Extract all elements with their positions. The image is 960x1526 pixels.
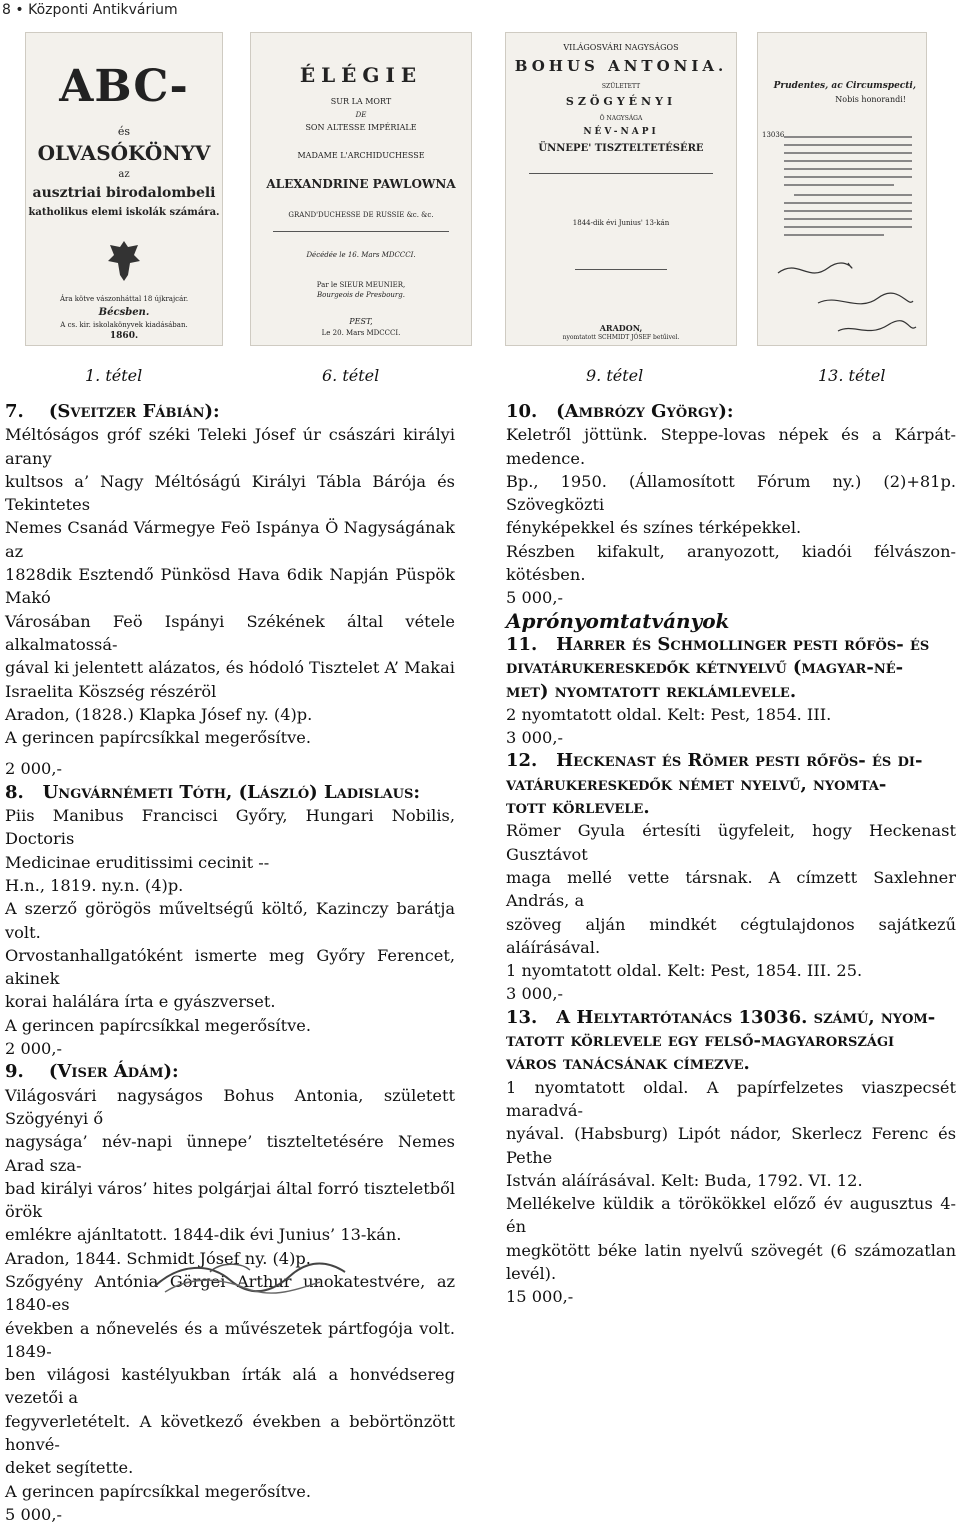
item-author: (Sveitzer Fábián): (48, 401, 220, 422)
item-title: Harrer és Schmollinger pesti rőfös- és (556, 633, 930, 655)
bohus-line1: VILÁGOSVÁRI NAGYSÁGOS (563, 43, 679, 52)
bohus-line8: 1844-dik évi Junius' 13-kán (572, 219, 670, 227)
caption-6: 6. tétel (322, 366, 380, 385)
elegie-line4: SON ALTESSE IMPÉRIALE (305, 123, 417, 132)
item-text: Részben kifakult, aranyozott, kiadói félvászon-kötésben. (506, 541, 956, 585)
item-text: H.n., 1819. ny.n. (4)p. (5, 875, 184, 895)
abc-title: ABC- (59, 61, 189, 112)
item-text: fényképekkel és színes térképekkel. (506, 518, 802, 538)
item-title: divatárukereskedők kétnyelvű (magyar-né- (506, 657, 904, 679)
elegie-line10: Bourgeois de Presbourg. (316, 291, 405, 299)
left-column (5, 400, 455, 1526)
item-text: Römer Gyula értesíti ügyfeleit, hogy Heckenast Gusztávot (506, 821, 956, 864)
item-text: Világosvári nagyságos Bohus Antonia, született Szögyényi ő (5, 1085, 455, 1128)
item-text: A gerincen papírcsíkkal megerősítve. (5, 1481, 311, 1501)
item-number: 7. (5, 401, 24, 422)
bohus-line4: SZÖGYÉNYI (565, 95, 677, 108)
bohus-line6: NÉV-NAPI (583, 127, 659, 137)
elegie-line9: Par le SIEUR MEUNIER, (316, 281, 406, 289)
item-number: 11. (506, 633, 538, 655)
item-text: szöveg alján mindkét cégtulajdonos sajátkezű aláírásával. (506, 914, 956, 957)
facsimile-bohus-antonia (505, 32, 737, 346)
item-price: 3 000,- (506, 728, 563, 748)
item-title: met) nyomtatott reklámlevele. (506, 680, 797, 702)
page-header (2, 2, 178, 18)
abc-line5: ausztriai birodalombeli (32, 185, 216, 201)
item-text: bad királyi város’ hites polgárjai által forró tiszteletből örök (5, 1178, 455, 1222)
item-author: (Ambrózy György): (556, 401, 734, 422)
section-title: Aprónyomtatványok (506, 608, 730, 633)
item-text: ben világosi kastélyukban írták alá a honvédsereg vezetői a (5, 1365, 455, 1408)
item-title: Heckenast és Römer pesti rőfös- és di- (556, 750, 923, 772)
item-title: város tanácsának címezve. (506, 1053, 750, 1075)
elegie-line12: Le 20. Mars MDCCCI. (321, 329, 401, 337)
abc-year: 1860. (109, 331, 139, 341)
item-10 (506, 400, 956, 610)
elegie-line6: ALEXANDRINE PAWLOWNA (266, 177, 456, 191)
elegie-rule (273, 231, 449, 232)
item-text: Aradon, 1844. Schmidt Jósef ny. (4)p. (5, 1248, 311, 1268)
circular-salutation: Prudentes, ac Circumspecti, (773, 81, 916, 91)
item-text: korai halálára írta e gyászverset. (5, 992, 276, 1012)
right-column (506, 400, 956, 1309)
item-price: 2 000,- (5, 1039, 62, 1059)
item-author: Ungvárnémeti Tóth, (László) Ladislaus: (42, 781, 421, 803)
item-price: 2 000,- (5, 759, 62, 779)
caption-9: 9. tétel (586, 366, 644, 385)
catalog-name: Központi Antikvárium (28, 2, 178, 18)
circular-salutation-2: Nobis honorandi! (835, 95, 906, 104)
item-text: István aláírásával. Kelt: Buda, 1792. VI. 12. (506, 1170, 863, 1190)
item-number: 13. (506, 1006, 538, 1028)
item-text: Orvostanhallgatóként ismerte meg Győry Ferencet, akinek (5, 945, 455, 989)
abc-publisher: A cs. kir. iskolakönyvek kiadásában. (60, 321, 188, 329)
item-12 (506, 749, 956, 1005)
item-text: Mellékelve küldik a törökökkel előző év augusztus 4-én (506, 1194, 956, 1237)
ornament-flourish (150, 1258, 350, 1298)
item-text: nyával. (Habsburg) Lipót nádor, Skerlecz Ferenc és Pethe (506, 1124, 956, 1167)
caption-13: 13. tétel (818, 366, 886, 385)
signatures (768, 253, 918, 343)
elegie-line2: SUR LA MORT (330, 97, 392, 106)
item-8 (5, 781, 455, 1061)
abc-olvasokonyv: OLVASÓKÖNYV (37, 141, 211, 165)
item-text: Méltóságos gróf széki Teleki Jósef úr császári királyi arany (5, 425, 455, 468)
elegie-line5: MADAME L'ARCHIDUCHESSE (297, 151, 425, 160)
item-7 (5, 400, 455, 781)
bohus-rule-1 (529, 173, 713, 174)
item-text: Aradon, (1828.) Klapka Jósef ny. (4)p. (5, 704, 313, 724)
item-text: Israelita Köszség részéröl (5, 681, 217, 701)
elegie-line3: DE (355, 111, 367, 119)
item-text: 1 nyomtatott oldal. A papírfelzetes viaszpecsét maradvá- (506, 1077, 956, 1120)
elegie-title: ÉLÉGIE (299, 63, 423, 87)
item-text: Városában Feö Ispányi Székének által vétele alkalmatossá- (5, 611, 455, 654)
item-number: 9. (5, 1061, 24, 1083)
facsimile-elegie (250, 32, 472, 346)
item-text: Szőgyény Antónia Görgei Arthur unokatestvére, az 1840-es (5, 1271, 455, 1315)
circular-text-block (784, 133, 912, 253)
item-title: tatott körlevele egy felső-magyarországi (506, 1030, 895, 1052)
elegie-line11: PEST, (349, 317, 373, 326)
item-title: A Helytartótanács 13036. számú, nyom- (556, 1006, 936, 1028)
item-text: deket segítette. (5, 1458, 134, 1478)
item-text: gával ki jelentett alázatos, és hódoló Tisztelet A’ Makai (5, 658, 455, 678)
item-text: kultsos a’ Nagy Méltóságú Királyi Tábla Bárója és Tekintetes (5, 471, 455, 515)
item-number: 12. (506, 750, 538, 772)
item-text: maga mellé vette társnak. A címzett Saxlehner András, a (506, 867, 956, 911)
bohus-line9: ARADON, (599, 323, 643, 333)
item-text: A szerző görögös műveltségű költő, Kazinczy barátja volt. (5, 899, 455, 942)
item-price: 3 000,- (506, 984, 563, 1004)
circular-number: 13036 (762, 131, 785, 139)
item-title: tott körlevele. (506, 797, 650, 819)
abc-and: és (117, 125, 131, 138)
item-text: nagysága’ név-napi ünnepe’ tiszteltetésére Nemes Arad sza- (5, 1132, 455, 1175)
item-13 (506, 1006, 956, 1309)
item-text: fegyverletételt. A következő években a bebörtönzött honvé- (5, 1411, 455, 1455)
item-text: 1828dik Esztendő Pünkösd Hava 6dik Napján Püspök Makó (5, 565, 455, 608)
item-text: Nemes Csanád Vármegye Feö Ispánya Ö Nagyságának az (5, 518, 455, 561)
bohus-line10: nyomtatott SCHMIDT JÓSEF betűivel. (562, 334, 680, 341)
caption-1: 1. tétel (85, 366, 143, 385)
facsimile-abc-olvasokonyv (25, 32, 223, 346)
double-eagle-crest (104, 237, 144, 283)
item-text: A gerincen papírcsíkkal megerősítve. (5, 728, 311, 748)
item-number: 10. (506, 401, 538, 422)
item-author: (Viser Ádám): (48, 1061, 179, 1083)
item-text: Medicinae eruditissimi cecinit -- (5, 852, 270, 872)
item-price: 15 000,- (506, 1287, 574, 1307)
bohus-line2: BOHUS ANTONIA. (514, 57, 728, 75)
bohus-line7: ÜNNEPE' TISZTELTETÉSÉRE (538, 143, 704, 154)
item-text: Piis Manibus Francisci Győry, Hungari Nobilis, Doctoris (5, 806, 455, 849)
item-price: 5 000,- (506, 588, 563, 608)
abc-az: az (118, 169, 130, 180)
item-title: vatárukereskedők német nyelvű, nyomta- (506, 773, 887, 795)
item-text: megkötött béke latin nyelvű szövegét (6 számozatlan levél). (506, 1240, 956, 1283)
item-text: 1 nyomtatott oldal. Kelt: Pest, 1854. III. 25. (506, 961, 863, 981)
item-11 (506, 633, 956, 749)
item-text: Bp., 1950. (Államosított Fórum ny.) (2)+81p. Szövegközti (506, 471, 956, 515)
bohus-rule-2 (575, 269, 667, 270)
bohus-line3: SZÜLETETT (601, 83, 641, 90)
header-bullet: • (15, 2, 24, 18)
facsimile-circular-13036 (757, 32, 927, 346)
item-text: Keletről jöttünk. Steppe-lovas népek és a Kárpát-medence. (506, 425, 956, 468)
elegie-line8: Décédée le 16. Mars MDCCCI. (306, 251, 416, 259)
bohus-line5: Ö NAGYSÁGA (599, 115, 643, 122)
page-number: 8 (2, 2, 11, 18)
abc-city: Bécsben. (98, 307, 150, 318)
abc-price: Ára kötve vászonháttal 18 újkrajcár. (59, 295, 189, 303)
elegie-line7: GRAND'DUCHESSE DE RUSSIE &c. &c. (288, 211, 434, 219)
item-text: A gerincen papírcsíkkal megerősítve. (5, 1015, 311, 1035)
item-text: 2 nyomtatott oldal. Kelt: Pest, 1854. III. (506, 704, 832, 724)
item-text: emlékre ajánltatott. 1844-dik évi Junius’ 13-kán. (5, 1225, 402, 1245)
item-number: 8. (5, 781, 24, 803)
item-price: 5 000,- (5, 1504, 62, 1524)
item-text: években a nőnevelés és a művészetek pártfogója volt. 1849- (5, 1318, 455, 1361)
abc-line6: katholikus elemi iskolák számára. (28, 207, 220, 218)
